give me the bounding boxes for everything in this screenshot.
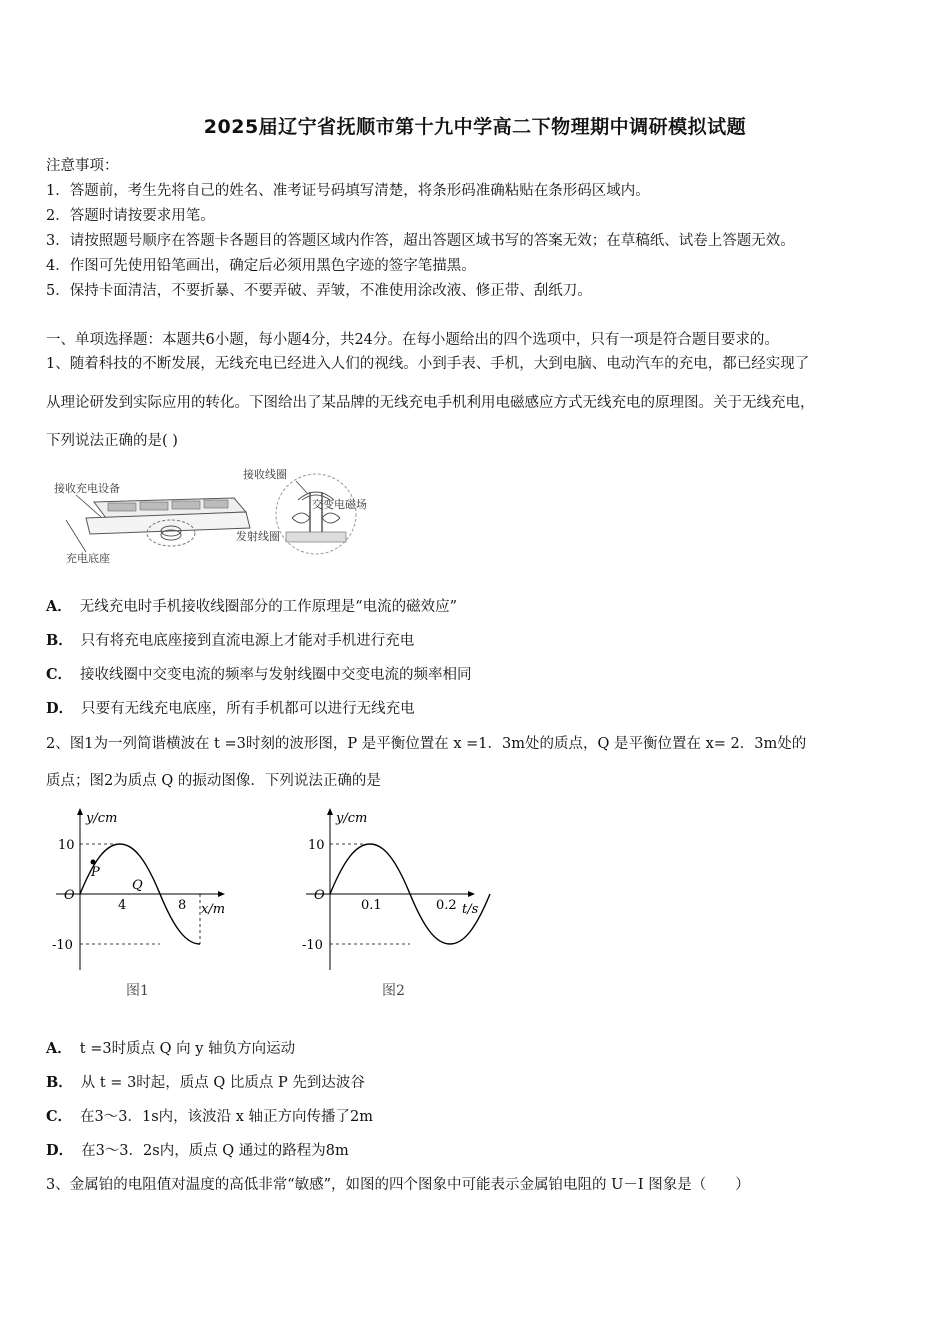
label-field: 交变电磁场 (312, 498, 367, 511)
tick-label-x: 8 (178, 898, 187, 913)
question-2-text: 2、图1为一列简谐横波在 t =3时刻的波形图，P 是平衡位置在 x =1．3m处的质点，Q 是平衡位置在 x= 2．3m处的 (46, 736, 807, 752)
point-q-label: Q (132, 878, 143, 893)
point-p-marker (91, 860, 96, 865)
point-p-label: P (91, 865, 100, 880)
tick-label-x: 4 (118, 898, 127, 913)
label-base: 充电底座 (66, 552, 110, 565)
question-1-text: 从理论研发到实际应用的转化。下图给出了某品牌的无线充电手机利用电磁感应方式无线充电的原理图。关于无线充电， (46, 395, 815, 411)
q2-option-a: A． t =3时质点 Q 向 y 轴负方向运动 (46, 1040, 296, 1057)
notice-item: 1．答题前，考生先将自己的姓名、准考证号码填写清楚，将条形码准确粘贴在条形码区域内。 (46, 183, 650, 199)
tick-label-t: 0.1 (361, 898, 382, 913)
origin-label: O (314, 888, 325, 903)
q2-option-b: B． 从 t = 3时起，质点 Q 比质点 P 先到达波谷 (46, 1074, 365, 1091)
axis-label-y: y/cm (336, 811, 368, 826)
axis-label-x: x/m (201, 902, 226, 917)
section-heading: 一、单项选择题：本题共6小题，每小题4分，共24分。在每小题给出的四个选项中，只有一项是符合题目要求的。 (46, 332, 779, 348)
notice-item: 5．保持卡面清洁，不要折暴、不要弄破、弄皱，不准使用涂改液、修正带、刮纸刀。 (46, 283, 592, 299)
notice-item: 2．答题时请按要求用笔。 (46, 208, 215, 224)
tick-label-y: 10 (58, 838, 75, 853)
wave-graph-figure (46, 800, 246, 1005)
figure-caption: 图2 (382, 983, 405, 999)
question-2-text: 质点；图2为质点 Q 的振动图像．下列说法正确的是 (46, 773, 381, 789)
question-1-text: 下列说法正确的是( ) (46, 433, 178, 449)
question-1-text: 1、随着科技的不断发展，无线充电已经进入人们的视线。小到手表、手机，大到电脑、电动汽车的充电，都已经实现了 (46, 356, 810, 372)
wireless-charging-figure (46, 462, 406, 572)
q2-option-c: C． 在3～3．1s内，该波沿 x 轴正方向传播了2m (46, 1108, 374, 1125)
tick-label-y: -10 (302, 938, 323, 953)
label-send-coil: 发射线圈 (236, 530, 280, 543)
q1-option-a: A． 无线充电时手机接收线圈部分的工作原理是“电流的磁效应” (46, 598, 458, 615)
axis-label-t: t/s (462, 902, 479, 917)
page-title: 2025届辽宁省抚顺市第十九中学高二下物理期中调研模拟试题 (203, 116, 747, 138)
q2-option-d: D． 在3～3．2s内，质点 Q 通过的路程为8m (46, 1142, 349, 1159)
q1-option-b: B． 只有将充电底座接到直流电源上才能对手机进行充电 (46, 632, 415, 649)
notice-item: 4．作图可先使用铅笔画出，确定后必须用黑色字迹的签字笔描黑。 (46, 258, 476, 274)
q1-option-c: C． 接收线圈中交变电流的频率与发射线圈中交变电流的频率相同 (46, 666, 472, 683)
notice-item: 3．请按照题号顺序在答题卡各题目的答题区域内作答，超出答题区域书写的答案无效；在草稿纸、试卷上答题无效。 (46, 233, 795, 249)
label-device: 接收充电设备 (54, 482, 120, 495)
vibration-graph-figure (296, 800, 496, 1005)
tick-label-y: 10 (308, 838, 325, 853)
tick-label-t: 0.2 (436, 898, 457, 913)
question-3-text: 3、金属铂的电阻值对温度的高低非常“敏感”，如图的四个图象中可能表示金属铂电阻的 U－I 图象是（ ） (46, 1177, 750, 1193)
notice-heading: 注意事项： (46, 158, 119, 174)
label-receive-coil: 接收线圈 (243, 468, 287, 481)
axis-label-y: y/cm (86, 811, 118, 826)
origin-label: O (64, 888, 75, 903)
q1-option-d: D． 只要有无线充电底座，所有手机都可以进行无线充电 (46, 700, 415, 717)
tick-label-y: -10 (52, 938, 73, 953)
figure-caption: 图1 (126, 983, 149, 999)
